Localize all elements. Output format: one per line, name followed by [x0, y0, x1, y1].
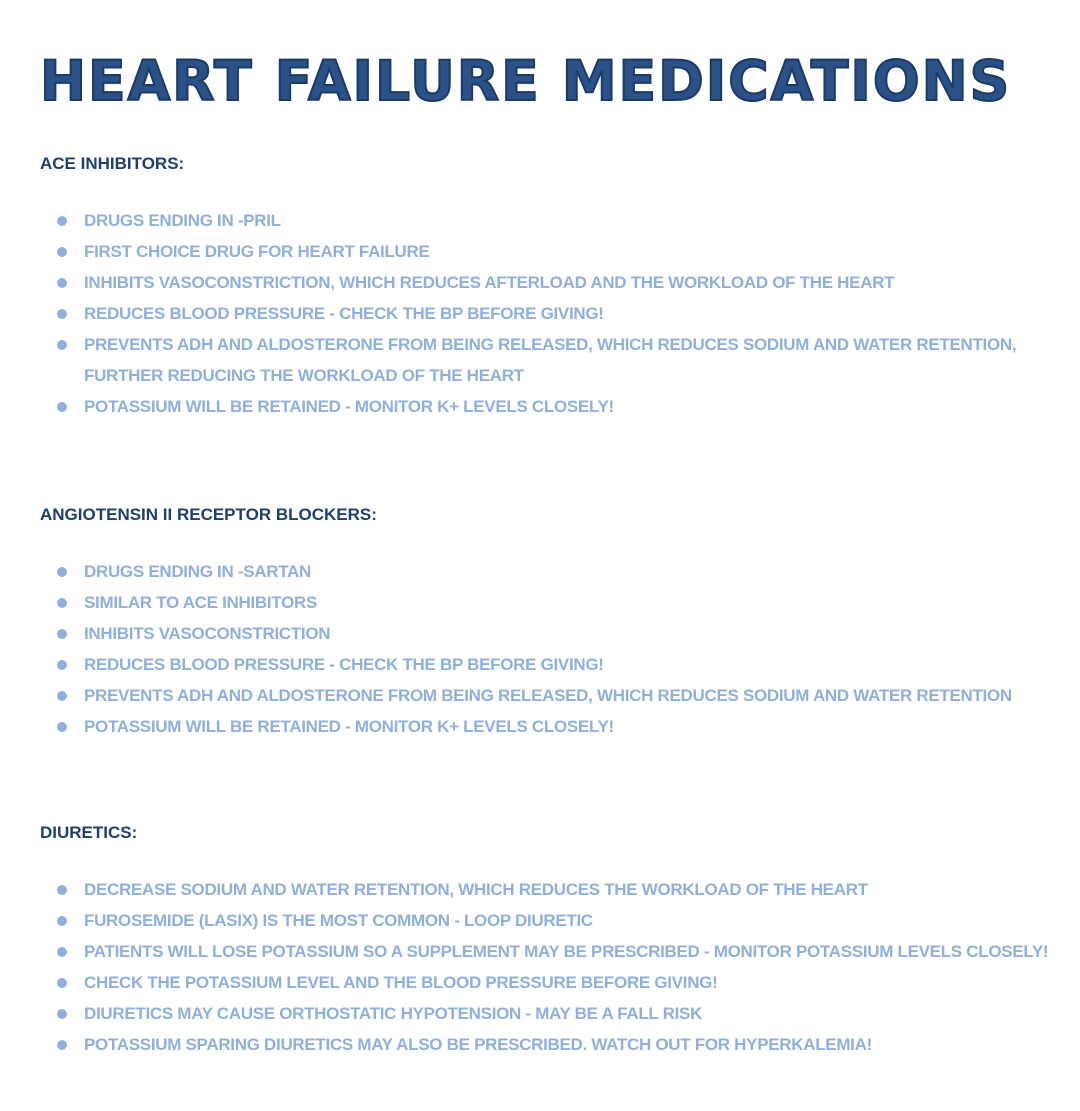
bullet-dot-icon: [57, 1009, 67, 1019]
list-item: [40, 905, 1050, 936]
bullet-list: [40, 874, 1050, 1060]
bullet-dot-icon: [57, 722, 67, 732]
list-item: [40, 556, 1050, 587]
section-ace-inhibitors: [40, 153, 1050, 416]
bullet-dot-icon: [57, 216, 67, 226]
section-diuretics: [40, 822, 1050, 1054]
list-item: [40, 998, 1050, 1029]
list-item: [40, 711, 1050, 742]
bullet-dot-icon: [57, 309, 67, 319]
bullet-dot-icon: [57, 978, 67, 988]
section-arbs: [40, 504, 1050, 736]
list-item: [40, 329, 1050, 391]
section-heading: DIURETICS:: [40, 823, 138, 842]
list-item: [40, 649, 1050, 680]
page-title: HEART FAILURE MEDICATIONS: [40, 49, 1012, 113]
list-item: [40, 874, 1050, 905]
bullet-dot-icon: [57, 278, 67, 288]
list-item-text: POTASSIUM WILL BE RETAINED - MONITOR K+ LEVELS CLOSELY!: [84, 397, 614, 416]
bullet-dot-icon: [57, 691, 67, 701]
list-item: [40, 1029, 1050, 1060]
list-item: [40, 205, 1050, 236]
bullet-dot-icon: [57, 916, 67, 926]
list-item-text: POTASSIUM SPARING DIURETICS MAY ALSO BE PRESCRIBED. WATCH OUT FOR HYPERKALEMIA!: [84, 1035, 872, 1054]
list-item-text: CHECK THE POTASSIUM LEVEL AND THE BLOOD PRESSURE BEFORE GIVING!: [84, 973, 718, 992]
bullet-dot-icon: [57, 1040, 67, 1050]
list-item: [40, 618, 1050, 649]
list-item-text: SIMILAR TO ACE INHIBITORS: [84, 593, 318, 612]
bullet-dot-icon: [57, 402, 67, 412]
list-item-text: DRUGS ENDING IN -PRIL: [84, 211, 281, 230]
list-item-text: FIRST CHOICE DRUG FOR HEART FAILURE: [84, 242, 430, 261]
section-heading: ANGIOTENSIN II RECEPTOR BLOCKERS:: [40, 505, 377, 524]
list-item: [40, 236, 1050, 267]
bullet-list: [40, 205, 1050, 422]
list-item-text: INHIBITS VASOCONSTRICTION, WHICH REDUCES AFTERLOAD AND THE WORKLOAD OF THE HEART: [84, 273, 895, 292]
list-item: [40, 587, 1050, 618]
list-item-text: PREVENTS ADH AND ALDOSTERONE FROM BEING RELEASED, WHICH REDUCES SODIUM AND WATER RETENTION, FURTHER REDUCING THE WORKLOAD OF THE HEART: [84, 335, 1017, 385]
list-item-text: INHIBITS VASOCONSTRICTION: [84, 624, 331, 643]
bullet-dot-icon: [57, 247, 67, 257]
bullet-dot-icon: [57, 629, 67, 639]
list-item: [40, 936, 1050, 967]
list-item: [40, 680, 1050, 711]
list-item-text: FUROSEMIDE (LASIX) IS THE MOST COMMON - LOOP DIURETIC: [84, 911, 593, 930]
bullet-dot-icon: [57, 885, 67, 895]
list-item: [40, 267, 1050, 298]
bullet-dot-icon: [57, 947, 67, 957]
list-item: [40, 298, 1050, 329]
list-item-text: REDUCES BLOOD PRESSURE - CHECK THE BP BEFORE GIVING!: [84, 304, 604, 323]
bullet-dot-icon: [57, 598, 67, 608]
bullet-dot-icon: [57, 660, 67, 670]
bullet-dot-icon: [57, 567, 67, 577]
bullet-dot-icon: [57, 340, 67, 350]
list-item-text: DECREASE SODIUM AND WATER RETENTION, WHICH REDUCES THE WORKLOAD OF THE HEART: [84, 880, 868, 899]
section-heading: ACE INHIBITORS:: [40, 154, 185, 173]
list-item-text: REDUCES BLOOD PRESSURE - CHECK THE BP BEFORE GIVING!: [84, 655, 604, 674]
list-item-text: PATIENTS WILL LOSE POTASSIUM SO A SUPPLEMENT MAY BE PRESCRIBED - MONITOR POTASSIUM LEVELS CLOSELY!: [84, 942, 1049, 961]
list-item: [40, 967, 1050, 998]
list-item-text: PREVENTS ADH AND ALDOSTERONE FROM BEING RELEASED, WHICH REDUCES SODIUM AND WATER RETENTION: [84, 686, 1012, 705]
list-item-text: POTASSIUM WILL BE RETAINED - MONITOR K+ LEVELS CLOSELY!: [84, 717, 614, 736]
bullet-list: [40, 556, 1050, 742]
list-item-text: DIURETICS MAY CAUSE ORTHOSTATIC HYPOTENSION - MAY BE A FALL RISK: [84, 1004, 703, 1023]
list-item-text: DRUGS ENDING IN -SARTAN: [84, 562, 312, 581]
list-item: [40, 391, 1050, 422]
